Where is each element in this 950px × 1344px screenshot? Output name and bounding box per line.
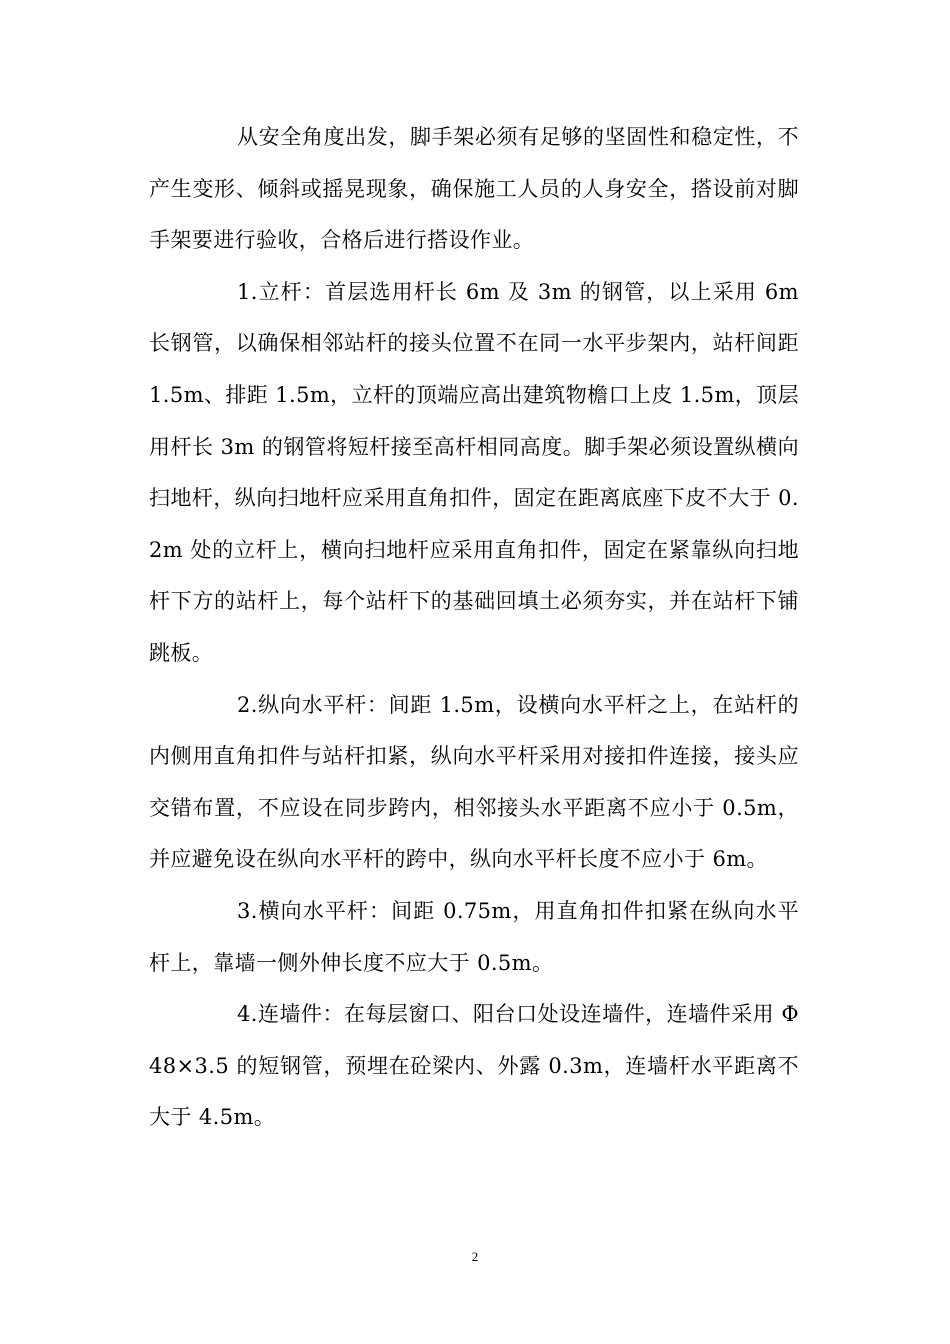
paragraph-safety-intro: 从安全角度出发，脚手架必须有足够的坚固性和稳定性，不产生变形、倾斜或摇晃现象，确保施工人员的人身安全，搭设前对脚手架要进行验收，合格后进行搭设作业。 bbox=[149, 125, 799, 253]
document-body bbox=[149, 112, 799, 1144]
paragraph-longitudinal-bars: 2.纵向水平杆：间距 1.5m，设横向水平杆之上，在站杆的内侧用直角扣件与站杆扣紧，纵向水平杆采用对接扣件连接，接头应交错布置，不应设在同步跨内，相邻接头水平距离不应小于 0.5m，并应避免设在纵向水平杆的跨中，纵向水平杆长度不应小于 6m。 bbox=[149, 692, 799, 872]
paragraph-vertical-poles: 1.立杆：首层选用杆长 6m 及 3m 的钢管，以上采用 6m 长钢管，以确保相邻站杆的接头位置不在同一水平步架内，站杆间距 1.5m、排距 1.5m，立杆的顶端应高出建筑物檐口上皮 1.5m，顶层用杆长 3m 的钢管将短杆接至高杆相同高度。脚手架必须设置纵横向扫地杆，纵向扫地杆应采用直角扣件，固定在距离底座下皮不大于 0.2m 处的立杆上，横向扫地杆应采用直角扣件，固定在紧靠纵向扫地杆下方的站杆上，每个站杆下的基础回填土必须夯实，并在站杆下铺跳板。 bbox=[149, 279, 799, 665]
paragraph-transverse-bars: 3.横向水平杆：间距 0.75m，用直角扣件扣紧在纵向水平杆上，靠墙一侧外伸长度不应大于 0.5m。 bbox=[149, 898, 799, 975]
page-number: 2 bbox=[471, 1249, 479, 1264]
paragraph-wall-ties: 4.连墙件：在每层窗口、阳台口处设连墙件，连墙件采用 Φ48×3.5 的短钢管，预埋在砼梁内、外露 0.3m，连墙杆水平距离不大于 4.5m。 bbox=[149, 1002, 799, 1130]
